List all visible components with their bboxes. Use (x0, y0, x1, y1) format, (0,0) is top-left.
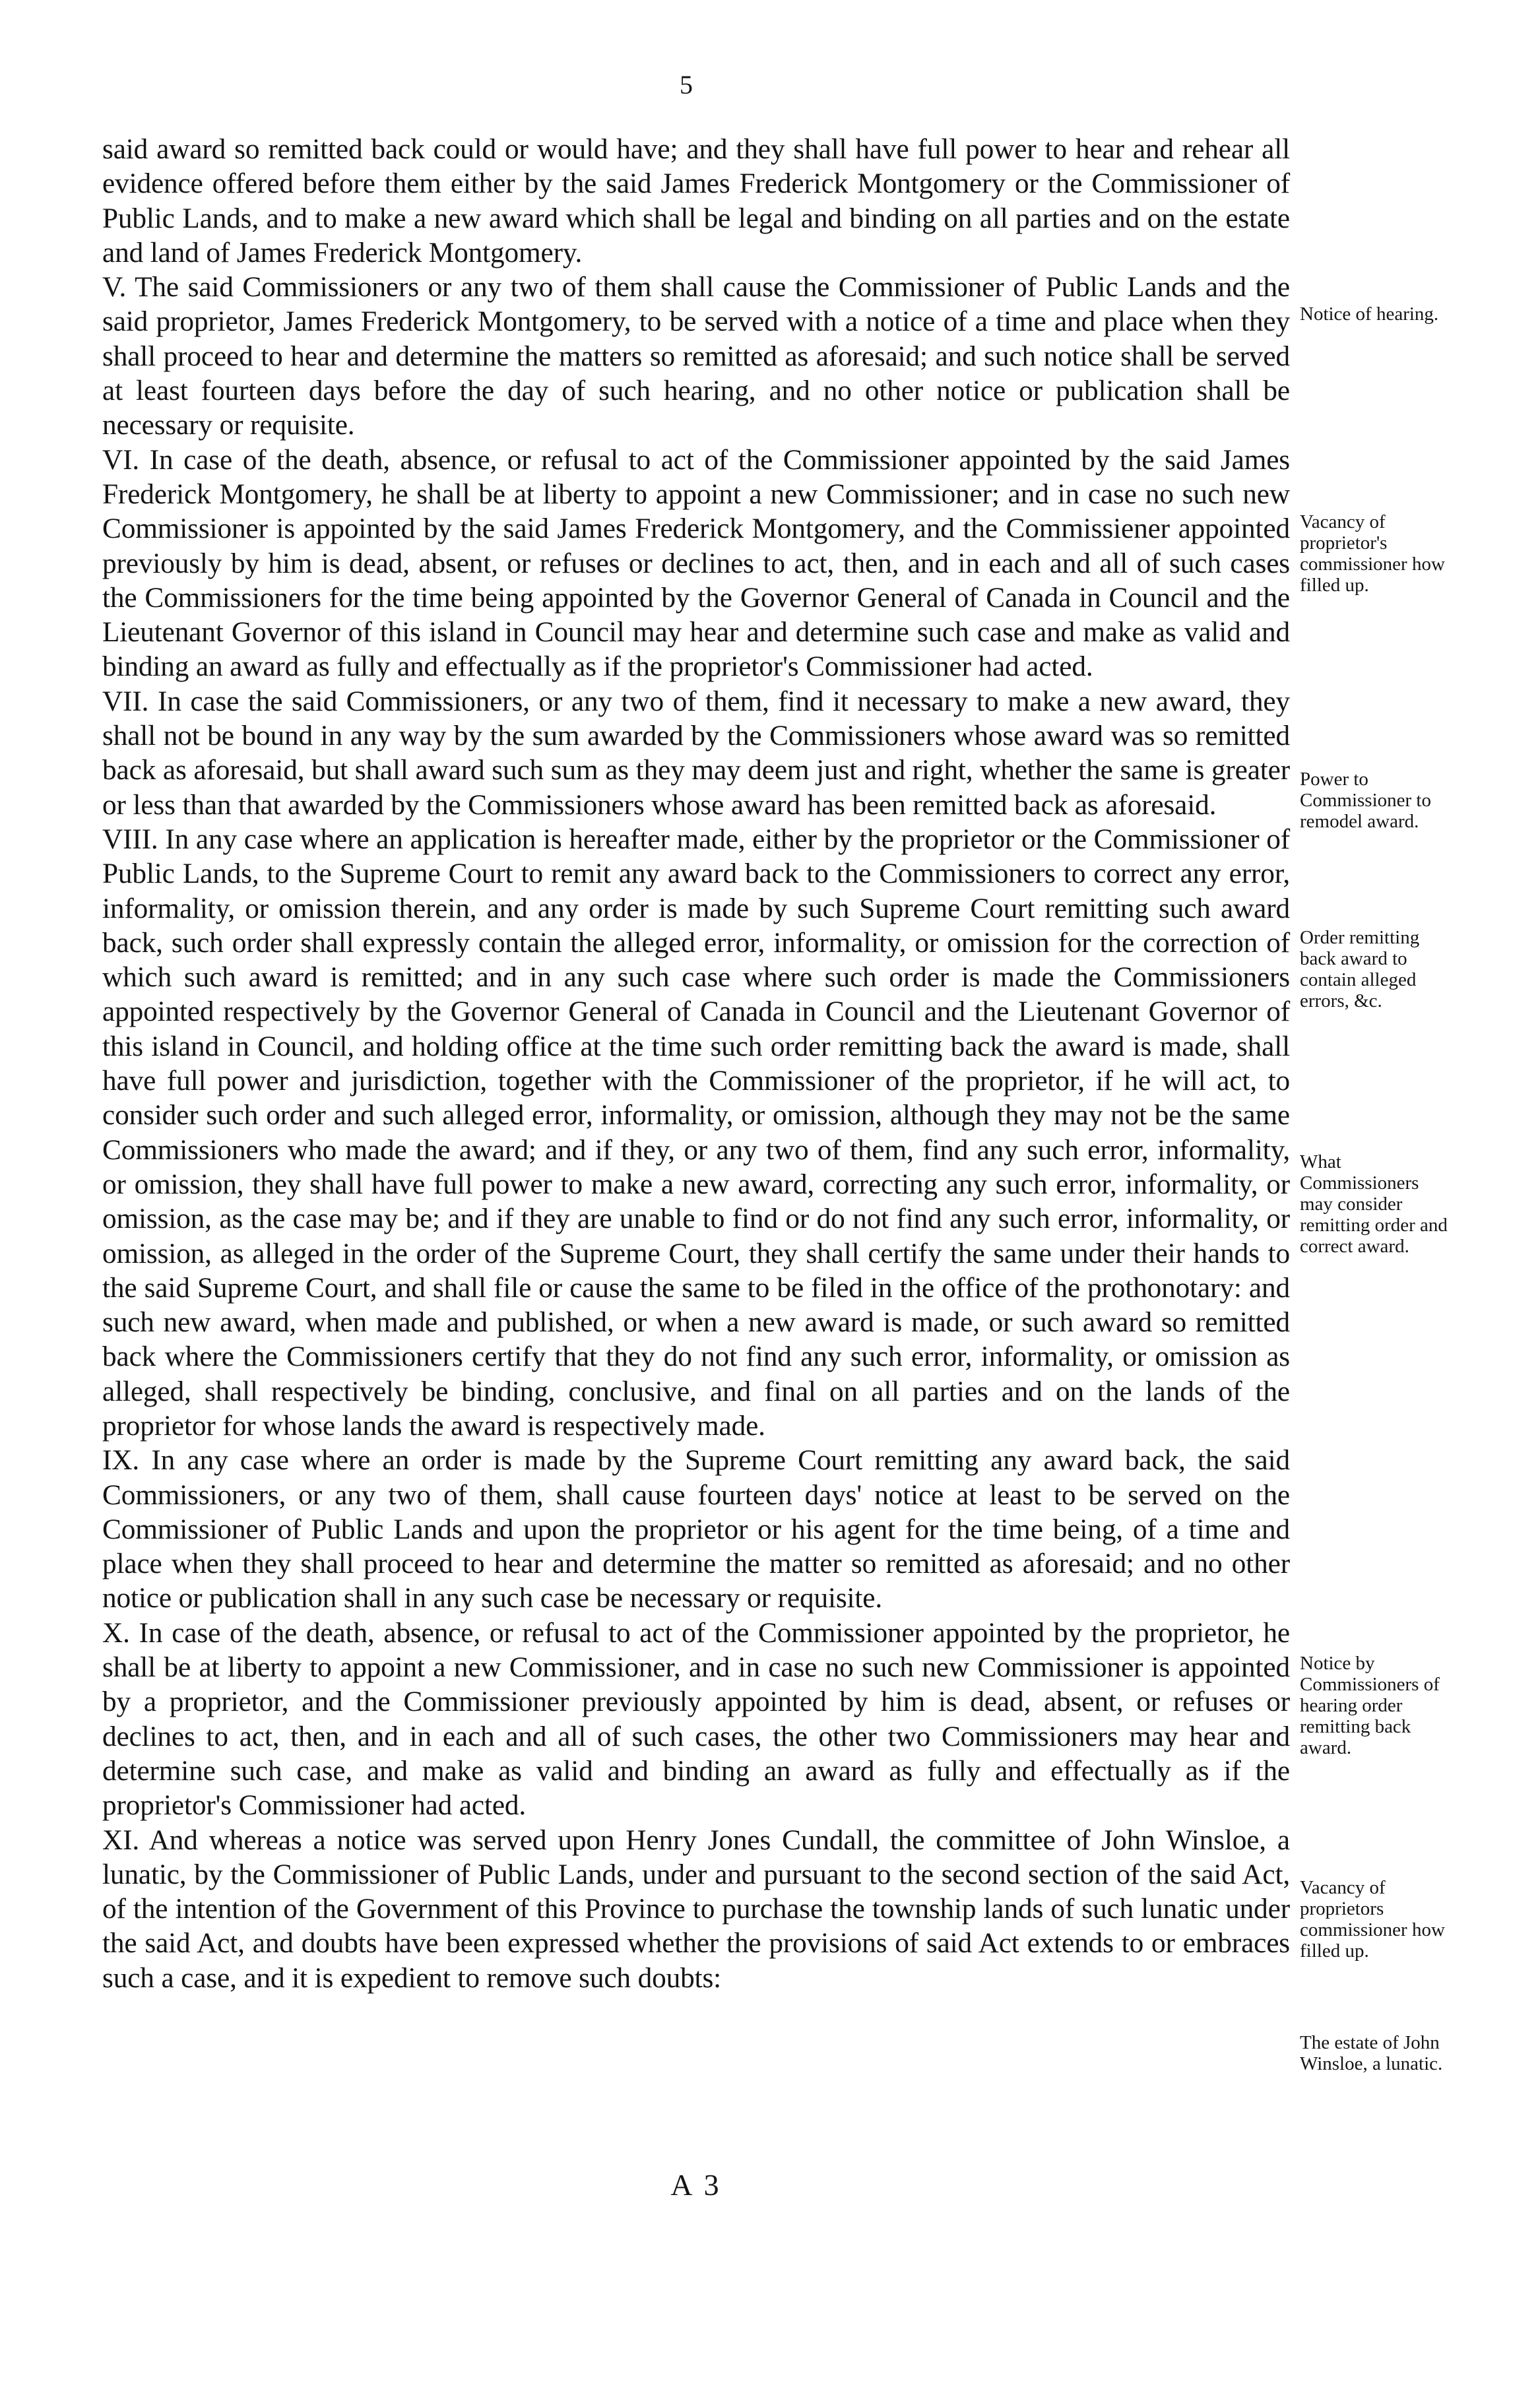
paragraph-section-ix: IX. In any case where an order is made by the Supreme Court remitting any award back, the said Commissioners, or any two of them, shall cause fourteen days' notice at least to be served on the Commissioner of Public Lands and upon the proprietor or his agent for the time being, of a time and place when they shall proceed to hear and determine the matter so remitted as aforesaid; and no other notice or publication shall in any such case be necessary or requisite. (102, 1444, 1290, 1614)
paragraph-section-viii: VIII. In any case where an application is hereafter made, either by the proprietor or the Commissioner of Public Lands, to the Supreme Court to remit any award back to the Commissioners to correct any error, informality, or omission therein, and any order is made by such Supreme Court remitting such award back, such order shall expressly contain the alleged error, informality, or omission for the correction of which such award is remitted; and in any such case where such order is made the Commissioners appointed respectively by the Governor General of Canada in Council and the Lieutenant Governor of this island in Council, and holding office at the time such order remitting back the award is made, shall have full power and jurisdiction, together with the Commissioner of the proprietor, if he will act, to consider such order and such alleged error, informality, or omission, although they may not be the same Commissioners who made the award; and if they, or any two of them, find any such error, informality, or omission, they shall have full power to make a new award, correcting any such error, informality, or omission, as the case may be; and if they are unable to find or do not find any such error, informality, or omission, as alleged in the order of the Supreme Court, they shall certify the same under their hands to the said Supreme Court, and shall file or cause the same to be filed in the office of the prothonotary: and such new award, when made and published, or when a new award is made, or such award so remitted back where the Commissioners certify that they do not find any such error, informality, or omission as alleged, shall respectively be binding, conclusive, and final on all parties and on the lands of the proprietor for whose lands the award is respectively made. (102, 823, 1290, 1442)
printer-signature-mark: A 3 (670, 2168, 722, 2202)
marginal-note-order-remitting-back: Order remitting back award to contain alleged errors, &c. (1300, 927, 1420, 1011)
paragraph-section-x: X. In case of the death, absence, or refusal to act of the Commissioner appointed by the proprietor, he shall be at liberty to appoint a new Commissioner, and in case no such new Commissioner is appointed by a proprietor, and the Commissioner previously appointed by him is dead, absent, or refuses or declines to act, then, and in each and all of such cases, the other two Commissioners may hear and determine such case, and make as valid and binding an award as fully and effectually as if the proprietor's Commissioner had acted. (102, 1616, 1290, 1822)
marginal-note-notice-of-hearing: Notice of hearing. (1300, 303, 1439, 325)
paragraph-continuation: said award so remitted back could or would have; and they shall have full power to hear and rehear all evidence offered before them either by the said James Frederick Montgomery or the Commissioner of Public Lands, and to make a new award which shall be legal and binding on all parties and on the estate and land of James Frederick Montgomery. (102, 133, 1290, 269)
marginal-note-what-commissioners-may-consider: What Commissioners may consider remitting order and correct award. (1300, 1151, 1448, 1257)
marginal-note-vacancy-proprietor-commissioner: Vacancy of proprietor's commissioner how filled up. (1300, 511, 1445, 596)
marginal-note-estate-of-john-winsloe: The estate of John Winsloe, a lunatic. (1300, 2032, 1443, 2074)
page-number: 5 (680, 70, 693, 100)
paragraph-section-v: V. The said Commissioners or any two of them shall cause the Commissioner of Public Lands and the said proprietor, James Frederick Montgomery, to be served with a notice of a time and place when they shall proceed to hear and determine the matters so remitted as aforesaid; and such notice shall be served at least fourteen days before the day of such hearing, and no other notice or publication shall be necessary or requisite. (102, 271, 1290, 441)
paragraph-section-xi: XI. And whereas a notice was served upon Henry Jones Cundall, the committee of John Winsloe, a lunatic, by the Commissioner of Public Lands, under and pursuant to the second section of the said Act, of the intention of the Government of this Province to purchase the township lands of such lunatic under the said Act, and doubts have been expressed whether the provisions of said Act extends to or embraces such a case, and it is expedient to remove such doubts: (102, 1824, 1290, 1994)
marginal-note-notice-by-commissioners: Notice by Commissioners of hearing order remitting back award. (1300, 1653, 1440, 1758)
paragraph-section-vi: VI. In case of the death, absence, or refusal to act of the Commissioner appointed by the said James Frederick Montgomery, he shall be at liberty to appoint a new Commissioner; and in case no such new Commissioner is appointed by the said James Frederick Montgomery, and the Commissiener appointed previously by him is dead, absent, or refuses or declines to act, then, and in each and all of such cases the Commissioners for the time being appointed by the Governor General of Canada in Council and the Lieutenant Governor of this island in Council may hear and determine such case and make as valid and binding an award as fully and effectually as if the proprietor's Commissioner had acted. (102, 443, 1290, 683)
marginal-note-vacancy-proprietors-commissioner: Vacancy of proprietors commissioner how filled up. (1300, 1877, 1445, 1962)
paragraph-section-vii: VII. In case the said Commissioners, or any two of them, find it necessary to make a new award, they shall not be bound in any way by the sum awarded by the Commissioners whose award was so remitted back as aforesaid, but shall award such sum as they may deem just and right, whether the same is greater or less than that awarded by the Commissioners whose award has been remitted back as aforesaid. (102, 685, 1290, 821)
body-text (102, 132, 1290, 1995)
marginal-note-power-to-remodel-award: Power to Commissioner to remodel award. (1300, 769, 1431, 832)
